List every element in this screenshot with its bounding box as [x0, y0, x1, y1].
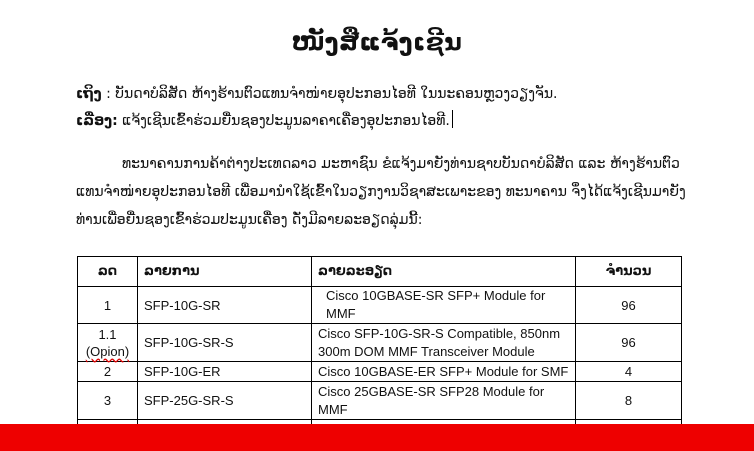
- footer-red-bar: [0, 424, 754, 451]
- table-header-row: [78, 257, 682, 287]
- body-paragraph: [76, 150, 686, 234]
- cell-quantity: 96: [576, 287, 682, 324]
- recipient-line: [76, 86, 558, 102]
- cell-item: SFP-10G-ER: [138, 362, 312, 382]
- table-row: [78, 287, 682, 324]
- header-quantity: ຈຳນວນ: [576, 257, 682, 287]
- cell-no-value: 1.1: [98, 326, 117, 342]
- table-row: [78, 362, 682, 382]
- cell-no-note: (Opion): [85, 343, 130, 359]
- cell-quantity: 4: [576, 362, 682, 382]
- cell-description: Cisco SFP-10G-SR-S Compatible, 850nm 300m DOM MMF Transceiver Module: [312, 324, 576, 362]
- cell-item: SFP-10G-SR: [138, 287, 312, 324]
- cell-quantity: 8: [576, 382, 682, 420]
- cell-item: SFP-25G-SR-S: [138, 382, 312, 420]
- recipient-text: : ບັນດາບໍລິສັດ ຫ້າງຮ້ານຕົວແທນຈຳໜ່າຍອຸປະກອນໄອທີ ໃນນະຄອນຫຼວງວຽງຈັນ.: [101, 86, 558, 102]
- subject-text: ແຈ້ງເຊີນເຂົ້າຮ່ວມຍື່ນຊອງປະມູນລາຄາເຄື່ອງອຸປະກອນໄອທີ.: [117, 113, 450, 129]
- cell-description: Cisco 10GBASE-SR SFP+ Module for MMF: [312, 287, 576, 324]
- header-item: ລາຍການ: [138, 257, 312, 287]
- cell-description: Cisco 10GBASE-ER SFP+ Module for SMF: [312, 362, 576, 382]
- cell-no: [78, 324, 138, 362]
- table-row: [78, 324, 682, 362]
- recipient-label: ເຖິງ: [76, 86, 102, 102]
- cell-quantity: 96: [576, 324, 682, 362]
- text-cursor: [452, 110, 453, 128]
- document-title: ໜັງສືແຈ້ງເຊີນ: [291, 28, 463, 56]
- cell-no: 2: [78, 362, 138, 382]
- cell-description: Cisco 25GBASE-SR SFP28 Module for MMF: [312, 382, 576, 420]
- table-row: [78, 382, 682, 420]
- subject-line[interactable]: [76, 110, 453, 129]
- header-description: ລາຍລະອຽດ: [312, 257, 576, 287]
- subject-label: ເລື່ອງ:: [76, 113, 118, 129]
- cell-item: SFP-10G-SR-S: [138, 324, 312, 362]
- body-line: ທ່ານເພື່ອຍື່ນຊອງເຂົ້າຮ່ວມປະມູນເຄື່ອງ ດັ່ງມີລາຍລະອຽດລຸ່ມນີ້:: [76, 212, 423, 228]
- header-no: ລດ: [78, 257, 138, 287]
- cell-no: 1: [78, 287, 138, 324]
- body-line: ແທນຈຳໜ່າຍອຸປະກອນໄອທີ ເພື່ອມານຳໃຊ້ເຂົ້າໃນວຽກງານວິຊາສະເພາະຂອງ ທະນາຄານ ຈຶ່ງໄດ້ແຈ້ງເຊີນມາຍັງ: [76, 184, 686, 200]
- cell-no: 3: [78, 382, 138, 420]
- body-line: ທະນາຄານການຄ້າຕ່າງປະເທດລາວ ມະຫາຊົນ ຂໍແຈ້ງມາຍັງທ່ານຊາບບັນດາບໍລິສັດ ແລະ ຫ້າງຮ້ານຕົວ: [122, 156, 680, 172]
- items-table: [77, 256, 682, 424]
